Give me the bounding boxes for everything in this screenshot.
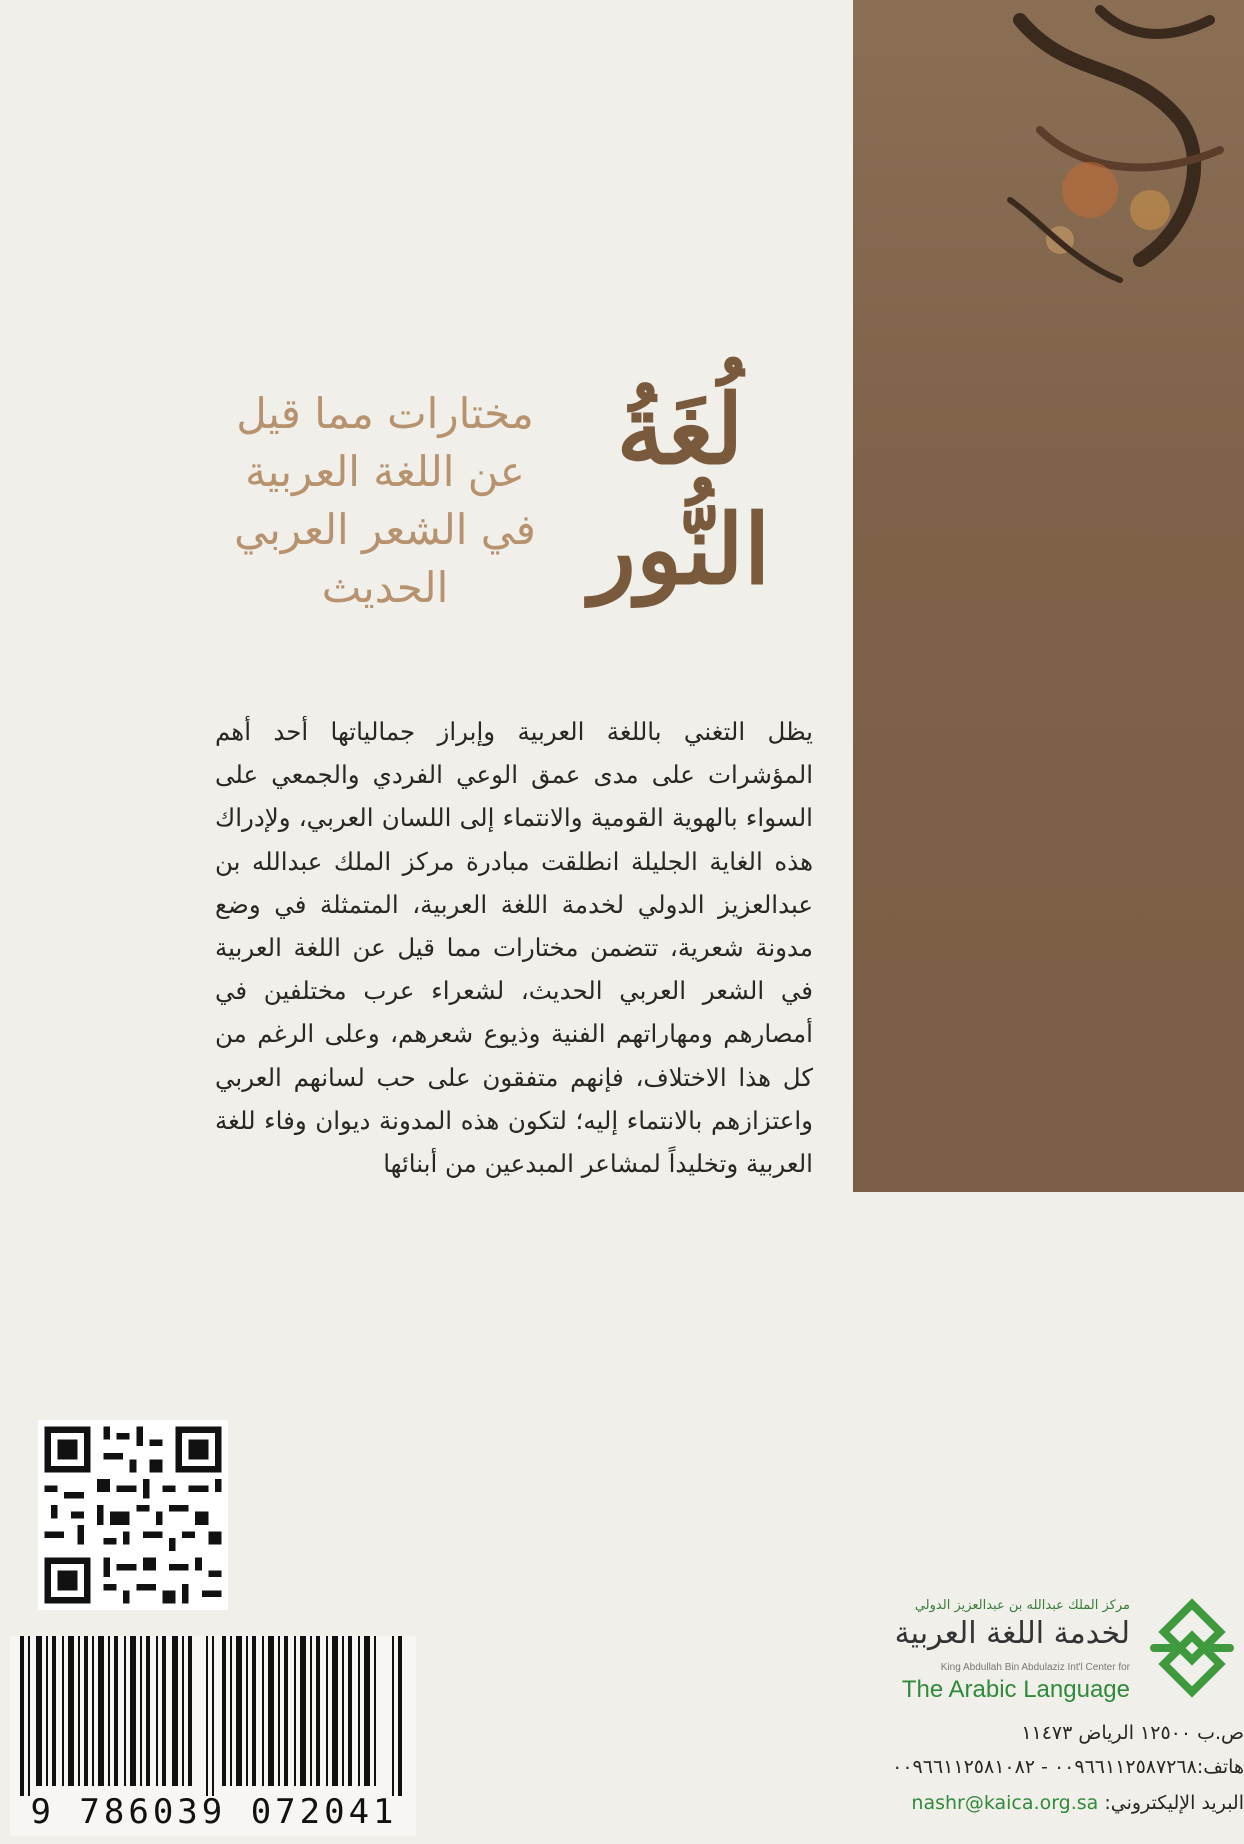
phone-label: هاتف: [1196,1756,1244,1778]
publisher-name-english-small: King Abdullah Bin Abdulaziz Int'l Center for [940,1662,1130,1673]
publisher-name-arabic: لخدمة اللغة العربية [894,1616,1130,1651]
subtitle-line-1: مختارات مما قيل [236,389,534,438]
isbn-number: 9 786039 072041 [30,1792,398,1832]
calligraphy-artwork [980,0,1244,300]
contact-po-box: ص.ب ١٢٥٠٠ الرياض ١١٤٧٣ [1021,1722,1244,1744]
email-label: البريد الإليكتروني: [1104,1792,1244,1814]
contact-phone [764,1756,1244,1778]
contact-email [804,1792,1244,1814]
title-line-2: النُّور [589,493,771,606]
publisher-logo-icon [1140,1596,1244,1700]
subtitle-line-3: في الشعر العربي [234,505,536,554]
publisher-name-english: The Arabic Language [901,1676,1130,1703]
book-subtitle [230,385,540,617]
qr-code [38,1420,228,1610]
subtitle-line-2: عن اللغة العربية [245,447,525,496]
subtitle-line-4: الحديث [321,563,449,612]
email-value[interactable]: nashr@kaica.org.sa [911,1792,1099,1814]
title-line-1: لُغَةُ [616,373,744,486]
back-cover-blurb: يظل التغني باللغة العربية وإبراز جمالياتها أحد أهم المؤشرات على مدى عمق الوعي الفردي والجمعي على السواء بالهوية القومية والانتماء إلى اللسان العربي، ولإدراك هذه الغاية الجليلة انطلقت مبادرة مركز الملك عبدالله بن عبدالعزيز الدولي لخدمة اللغة العربية، المتمثلة في وضع مدونة شعرية، تتضمن مختارات مما قيل عن اللغة العربية في الشعر العربي الحديث، لشعراء عرب مختلفين في أمصارهم ومهاراتهم الفنية وذيوع شعرهم، وعلى الرغم من كل هذا الاختلاف، فإنهم متفقون على حب لسانهم العربي واعتزازهم بالانتماء إليه؛ لتكون هذه المدونة ديوان وفاء للغة العربية وتخليداً لمشاعر المبدعين من أبنائها [215,717,813,1179]
book-title [540,370,820,610]
phone-value: ٠٠٩٦٦١١٢٥٨٧٢٦٨ - ٠٠٩٦٦١١٢٥٨١٠٨٢ [892,1756,1197,1778]
publisher-name-top: مركز الملك عبدالله بن عبدالعزيز الدولي [914,1598,1130,1613]
